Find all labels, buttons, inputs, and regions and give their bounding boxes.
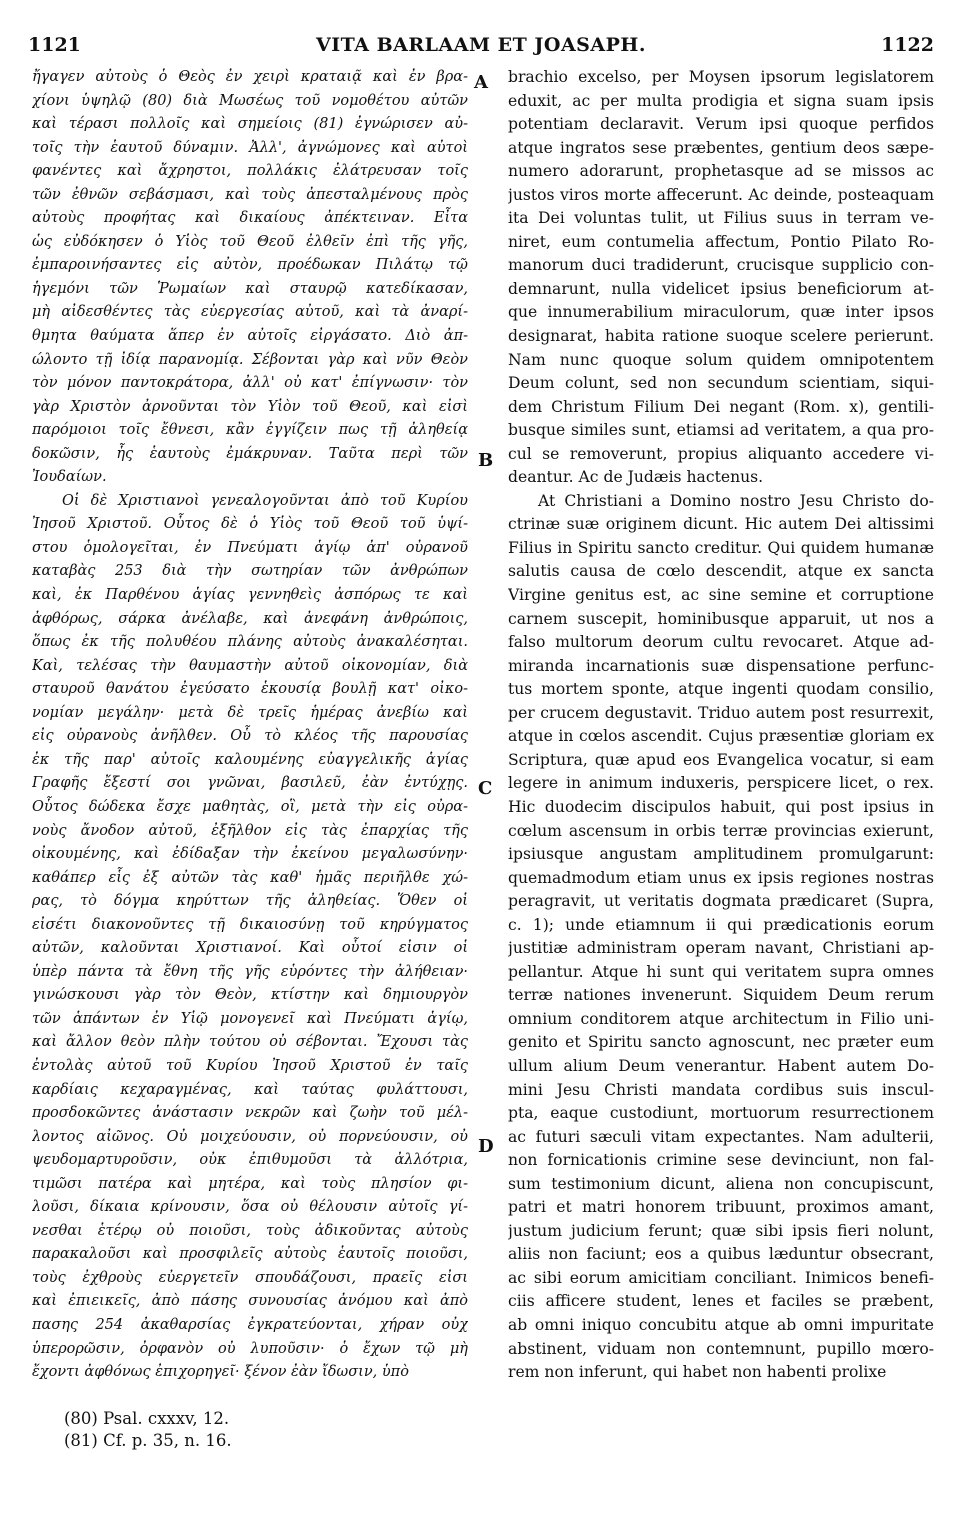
text-line: τῶν ἐθνῶν σεβάσμασι, καὶ τοὺς ἀπεσταλμένους πρὸς bbox=[32, 186, 468, 203]
text-line: ὑπερορῶσιν, ὀρφανὸν οὐ λυποῦσιν· ὁ ἔχων τῷ μὴ bbox=[32, 1340, 468, 1357]
text-line: καὶ ἐπιεικεῖς, ἀπὸ πάσης συνουσίας ἀνόμου καὶ ἀπὸ bbox=[32, 1293, 468, 1310]
text-line: Scriptura, quæ apud eos Evangelica vocatur, si eam bbox=[508, 750, 934, 769]
text-line: cul se removerunt, propius aliquanto accedere vi- bbox=[508, 444, 934, 463]
section-marker-a: A bbox=[474, 72, 488, 93]
text-line: potentiam declaravit. Verum ipsi quoque perfidos bbox=[508, 115, 934, 134]
running-title: VITA BARLAAM ET JOASAPH. bbox=[316, 34, 646, 56]
text-line: abstinent, viduam non contemnunt, pupillo mœro- bbox=[508, 1339, 934, 1358]
text-line: Καὶ, τελέσας τὴν θαυμαστὴν αὐτοῦ οἰκονομίαν, διὰ bbox=[32, 657, 468, 674]
text-line: τοῖς τὴν ἑαυτοῦ δύναμιν. Ἀλλ', ἀγνώμονες καὶ αὐτοὶ bbox=[32, 139, 468, 156]
text-line: busque similes sunt, etiamsi ad veritatem, a qua pro- bbox=[508, 421, 934, 440]
text-line: designarat, habita ratione suoque scelere perierunt. bbox=[508, 327, 934, 346]
text-line: ἔχοντι ἀφθόνως ἐπιχορηγεῖ· ξένον ἐὰν ἴδωσιν, ὑπὸ bbox=[32, 1364, 409, 1381]
text-line: terræ nationes invenerunt. Siquidem Deum rerum bbox=[508, 986, 934, 1005]
text-line: Ἰησοῦ Χριστοῦ. Οὗτος δὲ ὁ Υἱὸς τοῦ Θεοῦ τοῦ ὑψί- bbox=[32, 516, 468, 533]
text-line: Hic duodecim discipulos habuit, qui post ipsius in bbox=[508, 797, 934, 816]
text-line: deantur. Ac de Judæis hactenus. bbox=[508, 468, 764, 487]
text-line: τοὺς ἐχθροὺς εὐεργετεῖν σπουδάζουσι, πραεῖς εἰσι bbox=[32, 1269, 468, 1286]
text-line: tus mortem sponte, atque ingenti quodam consilio, bbox=[508, 680, 934, 699]
text-line: sum testimonium dicunt, aliena non concupiscunt, bbox=[508, 1174, 934, 1193]
text-line: eduxit, ac per multa prodigia et signa suam ipsis bbox=[508, 91, 934, 110]
text-line: mini Jesu Christi mandata cordibus suis inscul- bbox=[508, 1080, 934, 1099]
text-line: ἡγεμόνι τῶν Ῥωμαίων καὶ σταυρῷ κατεδίκασαν, bbox=[32, 280, 468, 297]
text-line: que innumerabilium miraculorum, quæ inter ipsos bbox=[508, 303, 934, 322]
text-line: καταβὰς 253 διὰ τὴν σωτηρίαν τῶν ἀνθρώπων bbox=[32, 563, 468, 580]
latin-column bbox=[508, 66, 934, 1385]
text-line: θμητα θαύματα ἅπερ ἐν αὐτοῖς εἰργάσατο. Διὸ ἀπ- bbox=[32, 328, 468, 345]
page-number-left: 1121 bbox=[28, 34, 81, 56]
text-line: ac sibi eorum amicitiam conciliant. Inimicos benefi- bbox=[508, 1268, 934, 1287]
text-line: cœlum ascensum in orbis terræ provincias exierunt, bbox=[508, 821, 934, 840]
text-line: aliis non faciunt; eos a quibus læduntur obsecrant, bbox=[508, 1245, 934, 1264]
text-line: genito et Spiritu sancto agnoscunt, nec præter eum bbox=[508, 1033, 934, 1052]
text-line: Οἱ δὲ Χριστιανοὶ γενεαλογοῦνται ἀπὸ τοῦ Κυρίου bbox=[62, 492, 468, 509]
text-line: manorum duci tradiderunt, crucisque supplicio con- bbox=[508, 256, 934, 275]
text-line: αὐτῶν, καλοῦνται Χριστιανοί. Καὶ οὗτοί εἰσιν οἱ bbox=[32, 940, 468, 957]
text-line: justos viros morte affecerunt. Ac deinde, posteaquam bbox=[508, 185, 934, 204]
text-line: niret, eum contumelia affectum, Pontio Pilato Ro- bbox=[508, 232, 934, 251]
text-line: demnarunt, nulla videlicet ipsius beneficiorum at- bbox=[508, 279, 934, 298]
text-line: At Christiani a Domino nostro Jesu Christo do- bbox=[538, 491, 934, 510]
text-line: miranda incarnationis suæ dispensatione perfunc- bbox=[508, 656, 934, 675]
text-line: λοῦσι, δίκαια κρίνουσιν, ὅσα οὐ θέλουσιν αὐτοῖς γί- bbox=[32, 1199, 468, 1216]
text-line: νοὺς ἄνοδον αὐτοῦ, ἐξῆλθον εἰς τὰς ἐπαρχίας τῆς bbox=[32, 822, 468, 839]
text-line: per crucem degustavit. Triduo autem post resurrexit, bbox=[508, 703, 934, 722]
text-line: falso multorum deorum cultu revocaret. Atque ad- bbox=[508, 633, 934, 652]
text-line: τῶν ἁπάντων ἐν Υἱῷ μονογενεῖ καὶ Πνεύματι ἁγίῳ, bbox=[32, 1010, 468, 1027]
text-line: σταυροῦ θανάτου ἐγεύσατο ἑκουσίᾳ βουλῇ κατ' οἰκο- bbox=[32, 681, 468, 698]
section-marker-c: C bbox=[478, 778, 493, 799]
text-line: non fornicationis crimine sese devinciunt, non fal- bbox=[508, 1151, 934, 1170]
text-line: νεσθαι ἑτέρῳ οὐ ποιοῦσι, τοὺς ἀδικοῦντας αὐτοὺς bbox=[32, 1222, 468, 1239]
text-line: ἐντολὰς αὐτοῦ τοῦ Κυρίου Ἰησοῦ Χριστοῦ ἐν ταῖς bbox=[32, 1057, 468, 1074]
text-line: c. 1); unde etiamnum ii qui prædicationis eorum bbox=[508, 915, 934, 934]
text-line: brachio excelso, per Moysen ipsorum legislatorem bbox=[508, 68, 934, 86]
text-line: atque ingratos sese præbentes, gentium deos sæpe- bbox=[508, 138, 934, 157]
text-line: dem Christum Filium Dei negant (Rom. x), gentili- bbox=[508, 397, 934, 416]
text-line: Filius in Spiritu sancto creditur. Qui quidem humanæ bbox=[508, 538, 934, 557]
text-line: ἐμπαροινήσαντες εἰς αὐτὸν, προέδωκαν Πιλάτῳ τῷ bbox=[32, 257, 468, 274]
text-line: ἐκ τῆς παρ' αὐτοῖς καλουμένης εὐαγγελικῆς ἁγίας bbox=[32, 751, 468, 768]
text-line: Ἰουδαίων. bbox=[32, 469, 107, 486]
footnote-81: (81) Cf. p. 35, n. 16. bbox=[64, 1431, 232, 1450]
text-line: ρας, τὸ δόγμα κηρύττων τῆς ἀληθείας. Ὅθεν οἱ bbox=[32, 893, 468, 910]
text-line: Γραφῆς ἔξεστί σοι γνῶναι, βασιλεῦ, ἐὰν ἐντύχῃς. bbox=[32, 775, 468, 792]
text-line: atque in cœlos ascendit. Cujus præsentiæ gloriam ex bbox=[508, 727, 934, 746]
text-line: legere in animum induxeris, perspicere licet, o rex. bbox=[508, 774, 934, 793]
text-line: ita Dei voluntas tulit, ut Filius suus in terram ve- bbox=[508, 209, 934, 228]
text-line: καὶ τέρασι πολλοῖς καὶ σημείοις (81) ἐγνώρισεν αὐ- bbox=[32, 116, 468, 133]
text-line: omnium conditorem atque architectum in Filio uni- bbox=[508, 1009, 934, 1028]
text-line: salutis causa de cœlo descendit, atque ex sancta bbox=[508, 562, 934, 581]
text-line: justum judicium ferunt; quæ sibi ipsis fieri nolunt, bbox=[508, 1221, 934, 1240]
text-line: τὸν μόνον παντοκράτορα, ἀλλ' οὐ κατ' ἐπίγνωσιν· τὸν bbox=[32, 375, 468, 392]
text-line: Οὗτος δώδεκα ἔσχε μαθητὰς, οἳ, μετὰ τὴν εἰς οὐρα- bbox=[32, 798, 468, 815]
text-line: ἤγαγεν αὐτοὺς ὁ Θεὸς ἐν χειρὶ κραταιᾷ καὶ ἐν βρα- bbox=[32, 69, 468, 85]
text-line: peragravit, ut veritatis dogmata prædicaret (Supra, bbox=[508, 892, 934, 911]
text-line: καὶ ἄλλον θεὸν πλὴν τούτου οὐ σέβονται. Ἔχουσι τὰς bbox=[32, 1034, 468, 1051]
greek-column bbox=[32, 66, 468, 1385]
text-line: οἰκουμένης, καὶ ἐδίδαξαν τὴν ἐκείνου μεγαλωσύνην· bbox=[32, 846, 468, 863]
text-line: δοκῶσιν, ἧς ἑαυτοὺς ἐμάκρυναν. Ταῦτα περὶ τῶν bbox=[32, 445, 468, 462]
text-line: ὅπως ἐκ τῆς πολυθέου πλάνης αὐτοὺς ἀνακαλέσηται. bbox=[32, 634, 468, 651]
text-line: γινώσκουσι γὰρ τὸν Θεὸν, κτίστην καὶ δημιουργὸν bbox=[32, 987, 468, 1004]
text-line: ctrinæ suæ originem dicunt. Hic autem Dei altissimi bbox=[508, 515, 934, 534]
running-header bbox=[28, 34, 934, 58]
text-line: ab omni iniquo concubitu atque ab omni impuritate bbox=[508, 1315, 934, 1334]
text-line: ac futuri sæculi vitam expectantes. Nam adulterii, bbox=[508, 1127, 934, 1146]
text-line: παρακαλοῦσι καὶ προσφιλεῖς αὐτοὺς ἑαυτοῖς ποιοῦσι, bbox=[32, 1246, 468, 1263]
text-line: rem non inferunt, qui habet non habenti prolixe bbox=[508, 1363, 887, 1382]
text-line: quemadmodum etiam unus ex ipsis regiones nostras bbox=[508, 868, 934, 887]
text-line: pellantur. Atque hi sunt qui veritatem supra omnes bbox=[508, 962, 934, 981]
text-line: ullum alium Deum venerantur. Habent autem Do- bbox=[508, 1056, 934, 1075]
text-line: προσδοκῶντες ἀνάστασιν νεκρῶν καὶ ζωὴν τοῦ μέλ- bbox=[32, 1105, 468, 1122]
text-line: ώλοντο τῇ ἰδίᾳ παρανομίᾳ. Σέβονται γὰρ καὶ νῦν Θεὸν bbox=[32, 351, 468, 368]
footnotes bbox=[64, 1408, 232, 1452]
text-line: λοντος αἰῶνος. Οὐ μοιχεύουσιν, οὐ πορνεύουσιν, οὐ bbox=[32, 1128, 468, 1145]
section-marker-b: B bbox=[478, 450, 494, 471]
text-line: justitiæ administram operam navant, Christiani ap- bbox=[508, 939, 934, 958]
text-line: εἰσέτι διακονοῦντες τῇ δικαιοσύνῃ τοῦ κηρύγματος bbox=[32, 916, 468, 933]
text-line: μὴ αἰδεσθέντες τὰς εὐεργεσίας αὐτοῦ, καὶ τὰ ἀναρί- bbox=[32, 304, 468, 321]
text-line: ipsiusque angustam amplitudinem promulgarunt: bbox=[508, 845, 934, 864]
section-marker-d: D bbox=[478, 1136, 494, 1157]
page-number-right: 1122 bbox=[881, 34, 934, 56]
text-line: Nam nunc quoque solum quidem omnipotentem bbox=[508, 350, 934, 369]
text-line: αὐτοὺς προφήτας καὶ δικαίους ἀπέκτειναν. Εἶτα bbox=[32, 210, 468, 227]
text-line: ὡς εὐδόκησεν ὁ Υἱὸς τοῦ Θεοῦ ἐλθεῖν ἐπὶ τῆς γῆς, bbox=[32, 233, 468, 250]
text-line: εἰς οὐρανοὺς ἀνῆλθεν. Οὗ τὸ κλέος τῆς παρουσίας bbox=[32, 728, 468, 745]
text-line: φανέντες καὶ ἄχρηστοι, πολλάκις ἐλάτρευσαν τοῖς bbox=[32, 163, 468, 180]
text-line: καθάπερ εἷς ἐξ αὐτῶν τὰς καθ' ἡμᾶς περιῆλθε χώ- bbox=[32, 869, 468, 886]
text-line: ἀφθόρως, σάρκα ἀνέλαβε, καὶ ἀνεφάνη ἀνθρώποις, bbox=[32, 610, 468, 627]
text-line: ciis afficere student, lenes et faciles se præbent, bbox=[508, 1292, 934, 1311]
text-line: στου ὁμολογεῖται, ἐν Πνεύματι ἁγίῳ ἀπ' οὐρανοῦ bbox=[32, 539, 468, 556]
text-line: χίονι ὑψηλῷ (80) διὰ Μωσέως τοῦ νομοθέτου αὐτῶν bbox=[32, 92, 468, 109]
text-line: νομίαν μεγάλην· μετὰ δὲ τρεῖς ἡμέρας ἀνεβίω καὶ bbox=[32, 704, 468, 721]
text-line: pta, eaque custodiunt, mortuorum resurrectionem bbox=[508, 1104, 934, 1123]
text-line: Deum colunt, sed non secundum scientiam, siqui- bbox=[508, 374, 934, 393]
text-line: παρόμοιοι τοῖς ἔθνεσι, κἂν ἐγγίζειν πως τῇ ἀληθείᾳ bbox=[32, 422, 468, 439]
text-line: τιμῶσι πατέρα καὶ μητέρα, καὶ τοὺς πλησίον φι- bbox=[32, 1175, 468, 1192]
text-line: γὰρ Χριστὸν ἀρνοῦνται τὸν Υἱὸν τοῦ Θεοῦ, καὶ εἰσὶ bbox=[32, 398, 468, 415]
text-line: καρδίαις κεχαραγμένας, καὶ ταύτας φυλάττουσι, bbox=[32, 1081, 468, 1098]
text-line: ὑπὲρ πάντα τὰ ἔθνη τῆς γῆς εὑρόντες τὴν ἀλήθειαν· bbox=[32, 963, 468, 980]
text-line: numero adorarunt, prophetasque ad se missos ac bbox=[508, 162, 934, 181]
text-line: πασης 254 ἀκαθαρσίας ἐγκρατεύονται, χήραν οὐχ bbox=[32, 1316, 468, 1333]
text-line: Virgine genitus est, ac sine semine et corruptione bbox=[508, 586, 934, 605]
text-line: patri et matri honorem tribuunt, proximos amant, bbox=[508, 1198, 934, 1217]
text-line: καὶ, ἐκ Παρθένου ἁγίας γεννηθεὶς ἀσπόρως τε καὶ bbox=[32, 587, 468, 604]
text-line: ψευδομαρτυροῦσιν, οὐκ ἐπιθυμοῦσι τὰ ἀλλότρια, bbox=[32, 1152, 468, 1169]
text-line: carnem suscepit, hominibusque apparuit, ut nos a bbox=[508, 609, 934, 628]
footnote-80: (80) Psal. cxxxv, 12. bbox=[64, 1409, 230, 1428]
